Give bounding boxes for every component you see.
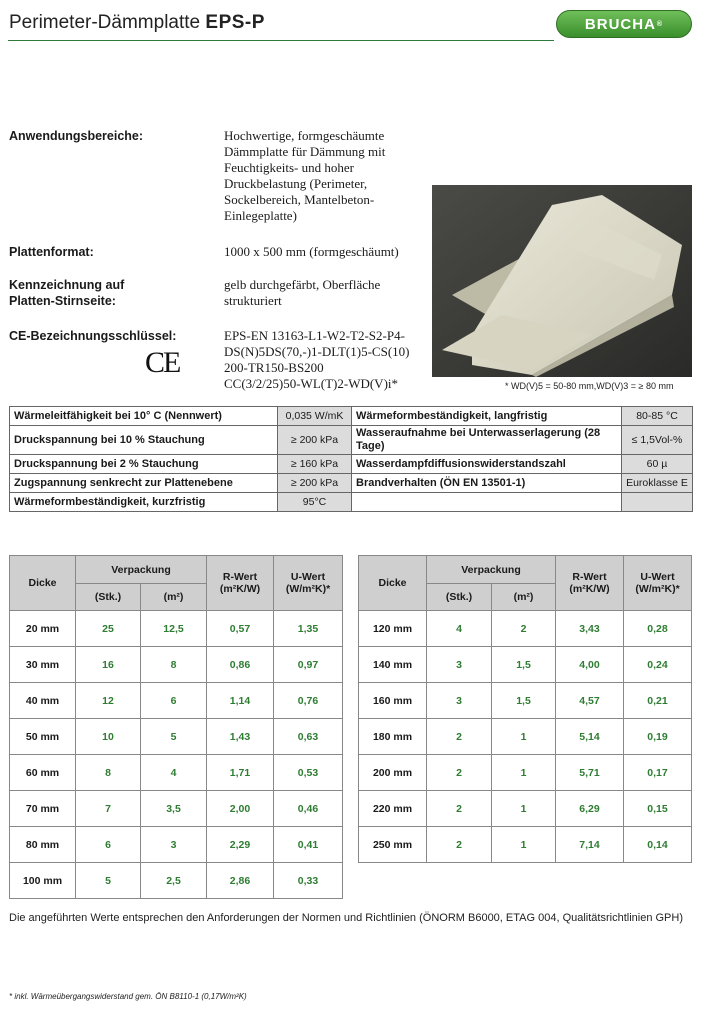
dimension-row <box>359 719 692 755</box>
kennzeichnung-value-line: gelb durchgefärbt, Oberfläche <box>224 277 381 292</box>
ce-code-line: EPS-EN 13163-L1-W2-T2-S2-P4- <box>224 328 405 343</box>
property-value: ≥ 200 kPa <box>278 426 352 455</box>
header-rwert-unit: (m²K/W) <box>569 583 610 595</box>
header-rwert <box>556 556 624 611</box>
m2-cell: 1 <box>492 827 556 863</box>
uwert-cell: 0,21 <box>624 683 692 719</box>
dicke-cell: 160 mm <box>359 683 427 719</box>
uwert-cell: 0,17 <box>624 755 692 791</box>
header-verpackung: Verpackung <box>76 556 207 584</box>
dicke-cell: 120 mm <box>359 611 427 647</box>
dicke-cell: 180 mm <box>359 719 427 755</box>
m2-cell: 2 <box>492 611 556 647</box>
stk-cell: 5 <box>76 863 141 899</box>
header-rwert-label: R-Wert <box>222 571 258 583</box>
header-dicke: Dicke <box>10 556 76 611</box>
uwert-cell: 0,76 <box>274 683 343 719</box>
uwert-cell: 0,15 <box>624 791 692 827</box>
dimension-row <box>359 683 692 719</box>
anwendung-line: Hochwertige, formgeschäumte <box>224 128 385 143</box>
uwert-cell: 0,19 <box>624 719 692 755</box>
header-uwert-unit: (W/m²K)* <box>635 583 680 595</box>
uwert-cell: 0,24 <box>624 647 692 683</box>
uwert-cell: 0,63 <box>274 719 343 755</box>
m2-cell: 1 <box>492 755 556 791</box>
m2-cell: 12,5 <box>141 611 207 647</box>
rwert-cell: 0,86 <box>207 647 274 683</box>
uwert-cell: 0,53 <box>274 755 343 791</box>
ce-label: CE-Bezeichnungsschlüssel: <box>9 329 177 343</box>
title-divider <box>8 40 554 41</box>
m2-cell: 4 <box>141 755 207 791</box>
m2-cell: 1 <box>492 791 556 827</box>
dicke-cell: 200 mm <box>359 755 427 791</box>
dimension-table-right <box>358 555 692 863</box>
dimension-row <box>10 863 343 899</box>
ce-code <box>224 328 409 392</box>
uwert-cell: 0,28 <box>624 611 692 647</box>
property-value: 80-85 °C <box>622 407 693 426</box>
standards-note: Die angeführten Werte entsprechen den Anforderungen der Normen und Richtlinien (ÖNORM B6000, ETAG 004, Qualitätsrichtlinien GPH) <box>9 912 683 924</box>
kennzeichnung-value-line: strukturiert <box>224 293 282 308</box>
rwert-cell: 1,71 <box>207 755 274 791</box>
header-stk: (Stk.) <box>427 584 492 611</box>
property-row <box>10 426 693 455</box>
header-rwert-unit: (m²K/W) <box>219 583 261 595</box>
stk-cell: 8 <box>76 755 141 791</box>
ce-mark-icon: CE <box>145 346 180 379</box>
stk-cell: 2 <box>427 755 492 791</box>
ce-code-line: 200-TR150-BS200 <box>224 360 324 375</box>
property-key: Wärmeformbeständigkeit, kurzfristig <box>10 493 278 512</box>
rwert-cell: 2,00 <box>207 791 274 827</box>
property-row <box>10 455 693 474</box>
property-key: Wasserdampfdiffusionswiderstandszahl <box>352 455 622 474</box>
dimension-row <box>359 647 692 683</box>
anwendung-line: Feuchtigkeits- und hoher <box>224 160 354 175</box>
property-value: ≥ 200 kPa <box>278 474 352 493</box>
property-value: 0,035 W/mK <box>278 407 352 426</box>
rwert-cell: 5,14 <box>556 719 624 755</box>
brucha-logo <box>556 10 692 38</box>
stk-cell: 3 <box>427 647 492 683</box>
property-key: Brandverhalten (ÖN EN 13501-1) <box>352 474 622 493</box>
property-key: Druckspannung bei 2 % Stauchung <box>10 455 278 474</box>
uwert-cell: 0,41 <box>274 827 343 863</box>
property-row <box>10 493 693 512</box>
uwert-cell: 0,33 <box>274 863 343 899</box>
header-m2: (m²) <box>492 584 556 611</box>
properties-table <box>9 406 693 512</box>
dicke-cell: 70 mm <box>10 791 76 827</box>
dicke-cell: 50 mm <box>10 719 76 755</box>
anwendung-line: Sockelbereich, Mantelbeton- <box>224 192 375 207</box>
m2-cell: 1,5 <box>492 647 556 683</box>
dimension-row <box>10 647 343 683</box>
header-m2: (m²) <box>141 584 207 611</box>
dicke-cell: 100 mm <box>10 863 76 899</box>
kennzeichnung-label <box>9 277 124 309</box>
m2-cell: 3 <box>141 827 207 863</box>
header-uwert-label: U-Wert <box>640 571 675 583</box>
uwert-cell: 0,14 <box>624 827 692 863</box>
stk-cell: 25 <box>76 611 141 647</box>
dicke-cell: 220 mm <box>359 791 427 827</box>
dimension-row <box>10 755 343 791</box>
dimension-row <box>359 611 692 647</box>
property-key: Druckspannung bei 10 % Stauchung <box>10 426 278 455</box>
property-value: ≤ 1,5Vol-% <box>622 426 693 455</box>
property-key: Wärmeformbeständigkeit, langfristig <box>352 407 622 426</box>
uwert-cell: 1,35 <box>274 611 343 647</box>
anwendung-line: Dämmplatte für Dämmung mit <box>224 144 386 159</box>
property-value: Euroklasse E <box>622 474 693 493</box>
property-value-empty <box>622 493 693 512</box>
property-value: 60 µ <box>622 455 693 474</box>
property-key: Wasseraufnahme bei Unterwasserlagerung (28 Tage) <box>352 426 622 455</box>
rwert-cell: 2,86 <box>207 863 274 899</box>
stk-cell: 6 <box>76 827 141 863</box>
stk-cell: 16 <box>76 647 141 683</box>
logo-text: BRUCHA <box>584 15 656 33</box>
stk-cell: 10 <box>76 719 141 755</box>
dicke-cell: 30 mm <box>10 647 76 683</box>
m2-cell: 2,5 <box>141 863 207 899</box>
ce-code-line: DS(N)5DS(70,-)1-DLT(1)5-CS(10) <box>224 344 410 359</box>
anwendung-line: Druckbelastung (Perimeter, <box>224 176 368 191</box>
product-photo <box>432 185 692 377</box>
dimension-row <box>359 755 692 791</box>
property-row <box>10 474 693 493</box>
m2-cell: 8 <box>141 647 207 683</box>
dicke-cell: 60 mm <box>10 755 76 791</box>
rwert-cell: 1,14 <box>207 683 274 719</box>
rwert-cell: 3,43 <box>556 611 624 647</box>
dicke-cell: 20 mm <box>10 611 76 647</box>
anwendung-line: Einlegeplatte) <box>224 208 297 223</box>
page-title <box>9 12 265 34</box>
header-dicke: Dicke <box>359 556 427 611</box>
m2-cell: 5 <box>141 719 207 755</box>
dimension-row <box>10 719 343 755</box>
dimension-row <box>10 611 343 647</box>
title-product: EPS-P <box>205 12 265 33</box>
uwert-cell: 0,97 <box>274 647 343 683</box>
rwert-cell: 2,29 <box>207 827 274 863</box>
property-key: Zugspannung senkrecht zur Plattenebene <box>10 474 278 493</box>
rwert-cell: 0,57 <box>207 611 274 647</box>
header-uwert-label: U-Wert <box>290 571 326 583</box>
header-stk: (Stk.) <box>76 584 141 611</box>
dicke-cell: 40 mm <box>10 683 76 719</box>
dimension-table-left <box>9 555 343 899</box>
m2-cell: 6 <box>141 683 207 719</box>
rwert-cell: 1,43 <box>207 719 274 755</box>
m2-cell: 1,5 <box>492 683 556 719</box>
title-prefix: Perimeter-Dämmplatte <box>9 12 201 33</box>
m2-cell: 1 <box>492 719 556 755</box>
rwert-cell: 4,57 <box>556 683 624 719</box>
property-row <box>10 407 693 426</box>
stk-cell: 12 <box>76 683 141 719</box>
header-uwert <box>624 556 692 611</box>
rwert-cell: 5,71 <box>556 755 624 791</box>
header-uwert <box>274 556 343 611</box>
kennzeichnung-label-line: Platten-Stirnseite: <box>9 294 116 308</box>
format-label: Plattenformat: <box>9 245 94 259</box>
property-value: ≥ 160 kPa <box>278 455 352 474</box>
kennzeichnung-label-line: Kennzeichnung auf <box>9 278 125 292</box>
eps-boards-image <box>432 185 692 377</box>
rwert-cell: 4,00 <box>556 647 624 683</box>
dicke-cell: 250 mm <box>359 827 427 863</box>
stk-cell: 3 <box>427 683 492 719</box>
header-rwert <box>207 556 274 611</box>
header-uwert-unit: (W/m²K)* <box>285 583 331 595</box>
dimension-row <box>359 827 692 863</box>
anwendung-label: Anwendungsbereiche: <box>9 129 144 143</box>
rwert-cell: 7,14 <box>556 827 624 863</box>
uwert-cell: 0,46 <box>274 791 343 827</box>
header-verpackung: Verpackung <box>427 556 556 584</box>
stk-cell: 2 <box>427 719 492 755</box>
rwert-cell: 6,29 <box>556 791 624 827</box>
m2-cell: 3,5 <box>141 791 207 827</box>
dicke-cell: 80 mm <box>10 827 76 863</box>
header-rwert-label: R-Wert <box>572 571 607 583</box>
stk-cell: 2 <box>427 827 492 863</box>
dimension-row <box>359 791 692 827</box>
dicke-cell: 140 mm <box>359 647 427 683</box>
format-value: 1000 x 500 mm (formgeschäumt) <box>224 244 399 259</box>
uwert-footnote: * inkl. Wärmeübergangswiderstand gem. ÖN B8110-1 (0,17W/m²K) <box>9 992 247 1001</box>
wd-footnote: * WD(V)5 = 50-80 mm,WD(V)3 = ≥ 80 mm <box>505 381 674 391</box>
property-key-empty <box>352 493 622 512</box>
dimension-row <box>10 791 343 827</box>
kennzeichnung-value <box>224 277 380 309</box>
property-value: 95°C <box>278 493 352 512</box>
stk-cell: 4 <box>427 611 492 647</box>
anwendung-value <box>224 128 434 224</box>
property-key: Wärmeleitfähigkeit bei 10° C (Nennwert) <box>10 407 278 426</box>
dimension-row <box>10 683 343 719</box>
dimension-row <box>10 827 343 863</box>
stk-cell: 2 <box>427 791 492 827</box>
logo-reg: ® <box>656 20 664 28</box>
ce-code-line: CC(3/2/25)50-WL(T)2-WD(V)i* <box>224 376 399 391</box>
stk-cell: 7 <box>76 791 141 827</box>
